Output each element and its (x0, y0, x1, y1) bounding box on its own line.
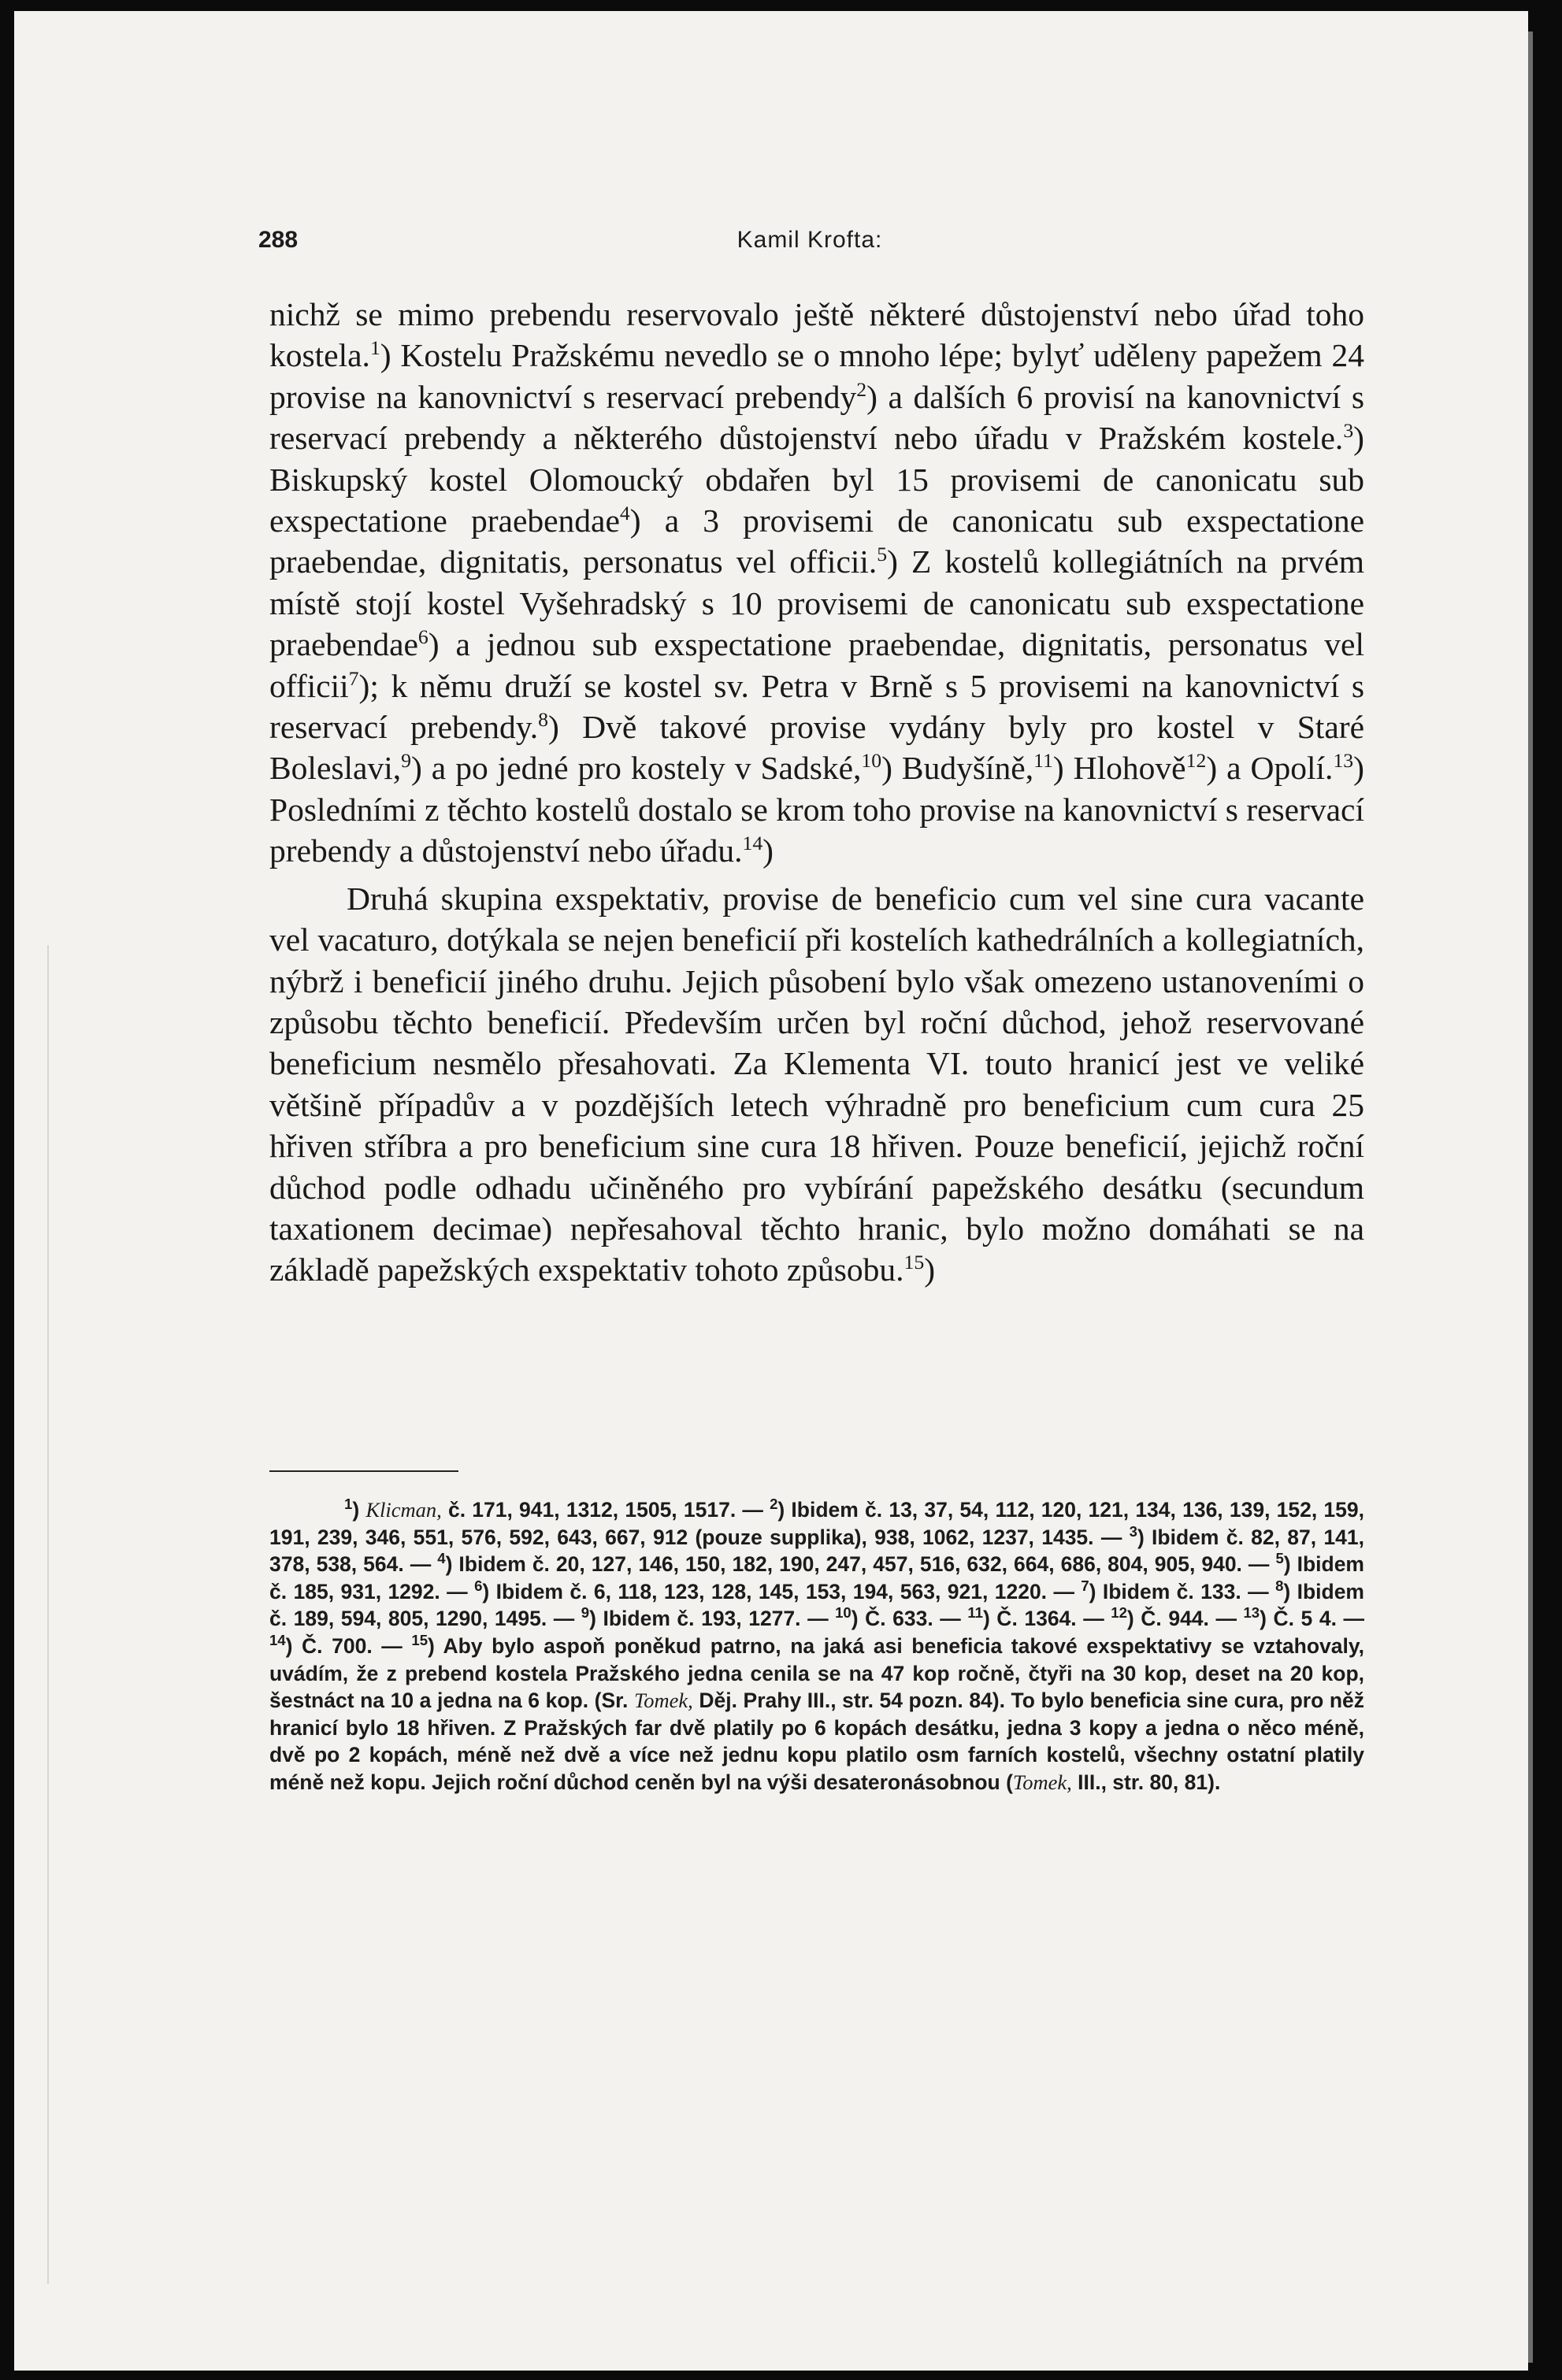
footnote-marker: 5 (1275, 1550, 1284, 1567)
text-run: ) (352, 1498, 366, 1522)
footnote-ref: 4 (619, 502, 630, 525)
footnote-marker: 8 (1275, 1577, 1284, 1594)
footnote-ref: 11 (1033, 749, 1053, 773)
footnotes (269, 1496, 1364, 1796)
text-run: ) Č. 700. — (285, 1633, 412, 1658)
text-run: ) Č. 633. — (851, 1607, 968, 1631)
footnote-ref: 7 (348, 666, 359, 690)
text-run: ) a Opolí. (1206, 750, 1334, 787)
page-fold-line (47, 945, 49, 2284)
text-run: ) Č. 5 4. — (1260, 1607, 1364, 1631)
main-text (269, 294, 1364, 1291)
text-run: ) Z kostelů kollegiátních na prvém místě stojí kostel Vyšehradský s 10 provisemi de canonicatu sub exspectatione praebendae (269, 543, 1364, 663)
text-run: ) Budyšíně, (881, 750, 1034, 787)
footnote-ref: 14 (742, 832, 763, 855)
text-run: ) Ibidem č. 133. — (1089, 1579, 1276, 1603)
text-run: ) Dvě takové provise vydány byly pro kostel v Staré Boleslavi, (269, 709, 1364, 787)
footnote-marker: 14 (269, 1632, 286, 1649)
footnote-marker: 12 (1111, 1604, 1127, 1622)
text-run: ) (924, 1251, 936, 1288)
running-title: Kamil Krofta: (736, 227, 883, 253)
author-ref: Klicman, (365, 1498, 442, 1522)
footnote-ref: 12 (1185, 749, 1207, 773)
text-run: ) Ibidem č. 193, 1277. — (589, 1607, 836, 1631)
footnote-block (269, 1496, 1364, 1796)
text-run: ) a po jedné pro kostely v Sadské, (411, 750, 862, 787)
text-run: ) a dalších 6 provisí na kanovnictví s reservací prebendy a některého důstojenství nebo úřadu v Pražském kostele. (269, 378, 1364, 457)
text-run: ) Biskupský kostel Olomoucký obdařen byl 15 provisemi de canonicatu sub exspectatione praebendae (269, 420, 1364, 539)
footnote-ref: 3 (1343, 419, 1354, 443)
footnote-marker: 13 (1243, 1604, 1260, 1622)
footnote-marker: 6 (474, 1577, 483, 1594)
footnote-separator (269, 1470, 458, 1472)
footnote-ref: 5 (877, 543, 888, 566)
text-run: ) a jednou sub exspectatione praebendae, dignitatis, personatus vel officii (269, 626, 1364, 704)
footnote-ref: 13 (1333, 749, 1354, 773)
footnote-marker: 15 (411, 1632, 429, 1649)
paragraph-2 (269, 878, 1364, 1291)
footnote-marker: 2 (770, 1496, 778, 1513)
text-run: nichž se mimo prebendu reservovalo ještě některé důstojenství nebo úřad toho kostela. (269, 296, 1364, 374)
text-run: ); k němu druží se kostel sv. Petra v Brně s 5 provisemi na kanovnictví s reservací prebendy. (269, 667, 1364, 746)
page-header (250, 227, 1369, 258)
text-run: Děj. Prahy III., str. 54 pozn. 84). To bylo beneficia sine cura, pro něž hranicí bylo 18 hřiven. Z Pražských far dvě platily po 6 kopách desátku, jedna 3 kopy a jedna o něco méně, dvě po 2 kopách, méně než dvě a více než jednu kopu platilo osm farních kostelů, všechny ostatní platily méně než kopu. Jejich roční důchod ceněn byl na výši desateronásobnou ( (269, 1689, 1365, 1794)
text-run: ) Č. 1364. — (982, 1607, 1111, 1631)
page-edge-shadow (1528, 32, 1533, 2363)
text-run: ) (762, 832, 774, 869)
text-run: ) Ibidem č. 6, 118, 123, 128, 145, 153, 194, 563, 921, 1220. — (482, 1579, 1082, 1603)
footnote-marker: 1 (344, 1496, 353, 1513)
page-number: 288 (258, 227, 299, 253)
footnote-ref: 1 (369, 336, 380, 360)
footnote-marker: 11 (967, 1604, 983, 1622)
footnote-ref: 10 (861, 749, 882, 773)
text-run: Druhá skupina exspektativ, provise de beneficio cum vel sine cura vacante vel vacaturo, dotýkala se nejen beneficií při kostelích kathedrálních a kollegiatních, nýbrž i beneficií jiného druhu. Jejich působení bylo však omezeno ustanoveními o způsobu těchto beneficií. Především určen byl roční důchod, jehož reservované beneficium nesmělo přesahovati. Za Klementa VI. touto hranicí jest ve veliké většině případův a v pozdějších letech výhradně pro beneficium cum cura 25 hřiven stříbra a pro beneficium sine cura 18 hřiven. Pouze beneficií, jejichž roční důchod podle odhadu učiněného pro vybírání papežského desátku (secundum taxationem decimae) nepřesahoval těchto hranic, bylo možno domáhati se na základě papežských exspektativ tohoto způsobu. (269, 880, 1364, 1288)
author-ref: Tomek, (633, 1689, 693, 1713)
text-run: ) Posledními z těchto kostelů dostalo se krom toho provise na kanovnictví s reservací prebendy a důstojenství nebo úřadu. (269, 750, 1364, 869)
footnote-ref: 6 (417, 625, 429, 649)
text-run: ) Aby bylo aspoň poněkud patrno, na jaká asi beneficia takové exspektativy se vztahovaly, uvádím, že z prebend kostela Pražského jedna cenila se na 47 kop ročně, čtyři na 30 kop, deset na 20 kop, šestnáct na 10 a jedna na 6 kop. (Sr. (269, 1633, 1364, 1713)
text-run: ) Ibidem č. 13, 37, 54, 112, 120, 121, 134, 136, 139, 152, 159, 191, 239, 346, 551, 576, 592, 643, 667, 912 (pouze supplika), 938, 1062, 1237, 1435. — (269, 1498, 1364, 1549)
footnote-ref: 9 (401, 749, 411, 773)
text-run: ) Hlohově (1052, 750, 1186, 787)
footnote-marker: 10 (835, 1604, 851, 1622)
footnote-marker: 9 (581, 1604, 590, 1622)
text-run: ) Ibidem č. 20, 127, 146, 150, 182, 190, 247, 457, 516, 632, 664, 686, 804, 905, 940. — (445, 1552, 1276, 1577)
text-run: ) Ibidem č. 82, 87, 141, 378, 538, 564. — (269, 1525, 1364, 1577)
footnote-ref: 15 (903, 1251, 925, 1274)
text-run: ) a 3 provisemi de canonicatu sub exspectatione praebendae, dignitatis, personatus vel officii. (269, 502, 1364, 580)
footnote-marker: 4 (437, 1550, 446, 1567)
text-run: č. 171, 941, 1312, 1505, 1517. — (441, 1498, 770, 1522)
footnote-marker: 7 (1081, 1577, 1089, 1594)
text-run: ) Ibidem č. 189, 594, 805, 1290, 1495. — (269, 1579, 1364, 1631)
text-run: ) Kostelu Pražskému nevedlo se o mnoho lépe; bylyť uděleny papežem 24 provise na kanovnictví s reservací prebendy (269, 337, 1364, 415)
footnote-ref: 8 (538, 708, 549, 732)
text-run: ) Ibidem č. 185, 931, 1292. — (269, 1552, 1364, 1603)
footnote-marker: 3 (1129, 1522, 1137, 1540)
paragraph-1 (269, 294, 1364, 872)
text-run: III., str. 80, 81). (1071, 1770, 1221, 1794)
text-run: ) Č. 944. — (1126, 1607, 1244, 1631)
author-ref: Tomek, (1012, 1770, 1072, 1794)
footnote-ref: 2 (856, 377, 867, 401)
